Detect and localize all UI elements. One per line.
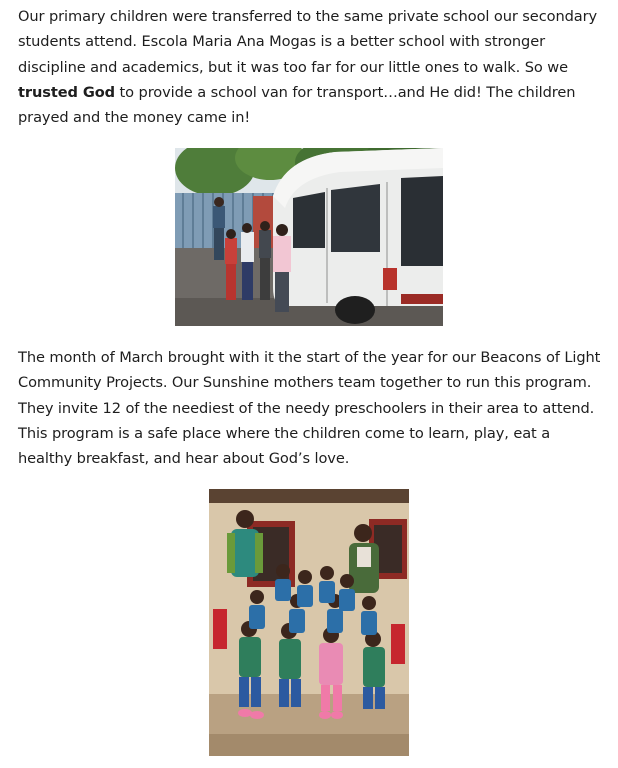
school-van-photo	[175, 148, 443, 326]
preschoolers-group-photo	[209, 489, 409, 756]
paragraph-1-text-start: Our primary children were transferred to the same private school our secondary students attend. Escola Maria Ana Mogas is a better school with stronger discipline and academics, but it was too far for our little ones to walk. So we	[18, 8, 598, 76]
preschoolers-illustration	[209, 489, 409, 756]
paragraph-beacons-of-light: The month of March brought with it the start of the year for our Beacons of Light Community Projects. Our Sunshine mothers team together to run this program. They invite 12 of the neediest of the needy preschoolers in their area to attend. This program is a safe place where the children come to learn, play, eat a healthy breakfast, and hear about God’s love.	[18, 349, 601, 468]
school-van-illustration	[175, 148, 443, 326]
paragraph-1-text-end: to provide a school van for transport…and He did! The children prayed and the money came in!	[18, 83, 576, 127]
paragraph-school-transfer	[18, 4, 608, 130]
paragraph-1-bold-text: trusted God	[18, 83, 116, 101]
